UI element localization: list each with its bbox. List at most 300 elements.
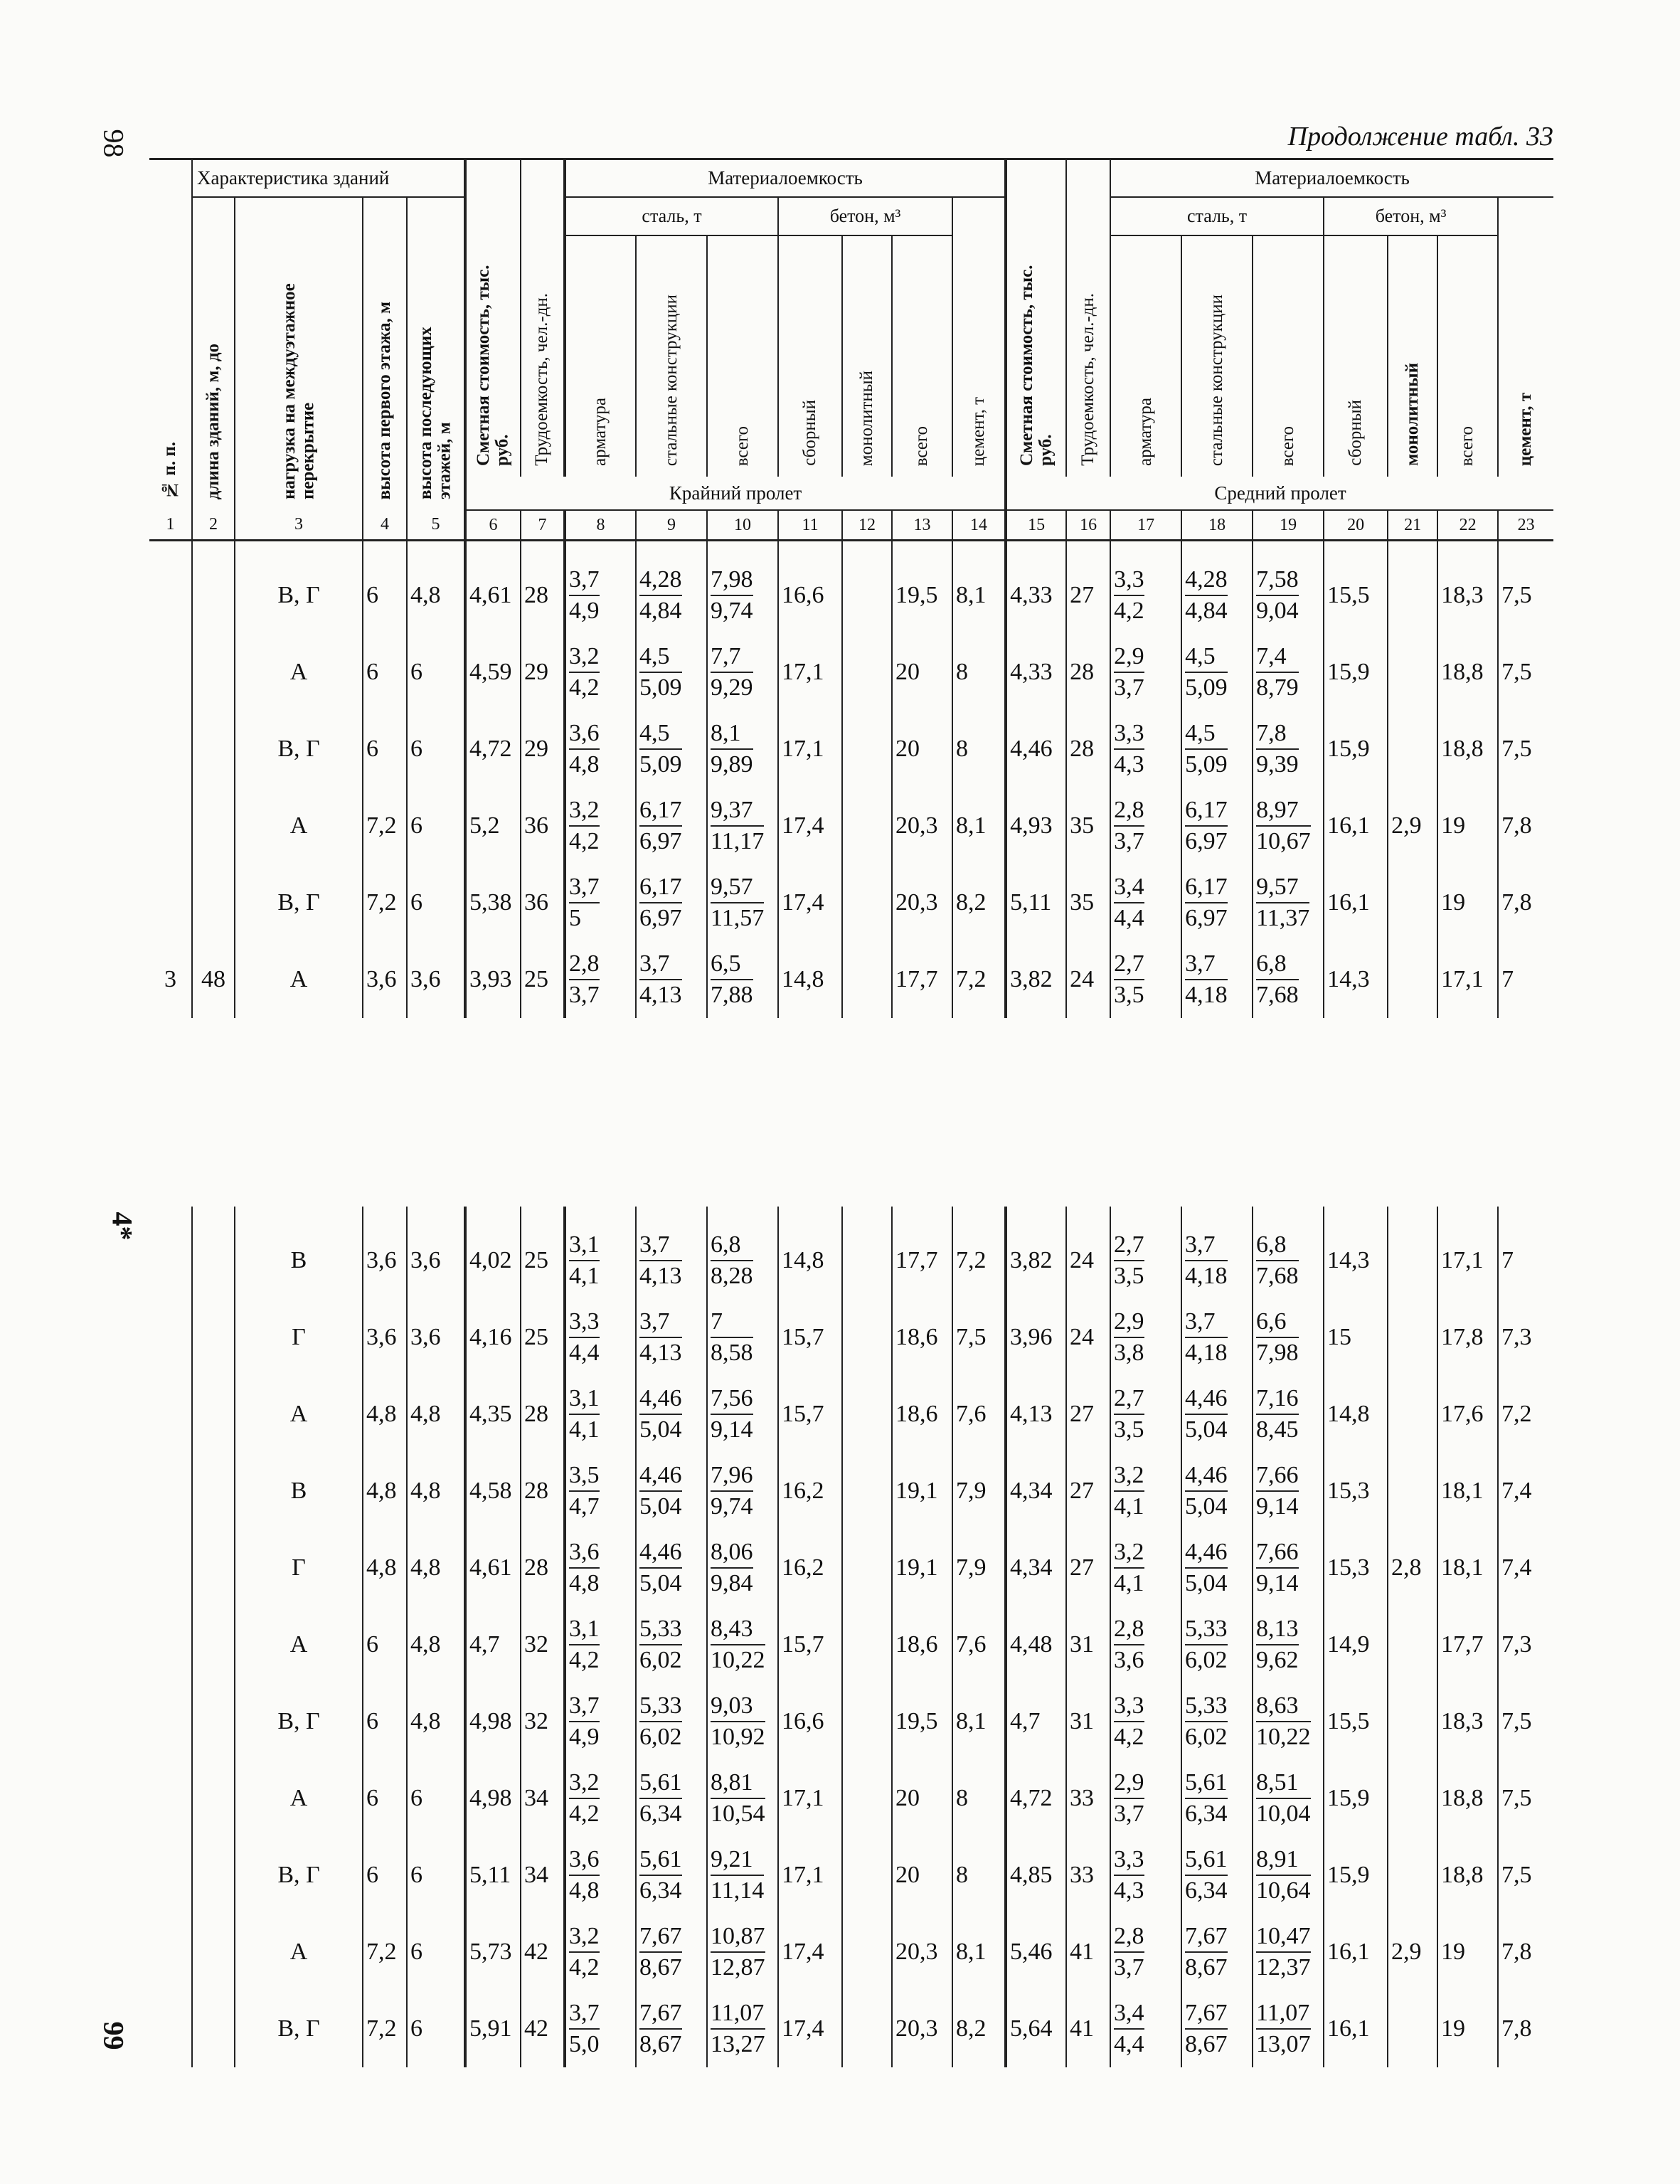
column-number: 11 bbox=[778, 510, 842, 541]
fraction-value bbox=[711, 1308, 753, 1367]
cell-prec: 17,1 bbox=[778, 1837, 842, 1914]
numerator: 3,7 bbox=[1185, 1231, 1228, 1261]
cell-cem2: 7,5 bbox=[1498, 1760, 1553, 1837]
cell-tot2 bbox=[1253, 634, 1324, 711]
cell-labor: 34 bbox=[521, 1837, 565, 1914]
cell-cem2: 7,8 bbox=[1498, 864, 1553, 941]
fraction-value bbox=[639, 1462, 682, 1520]
cell-labor: 36 bbox=[521, 788, 565, 864]
cell-rb bbox=[565, 541, 636, 635]
cell-rb bbox=[565, 634, 636, 711]
denominator: 5,09 bbox=[639, 674, 682, 701]
denominator: 8,58 bbox=[711, 1340, 753, 1366]
cell-prec: 17,1 bbox=[778, 634, 842, 711]
denominator: 9,04 bbox=[1256, 598, 1299, 624]
table-row bbox=[149, 1606, 1553, 1683]
cell-cem: 7,2 bbox=[952, 1207, 1006, 1299]
column-number: 2 bbox=[192, 510, 235, 541]
numerator: 3,4 bbox=[1114, 2000, 1144, 2030]
page-number-top: 98 bbox=[97, 129, 130, 158]
fraction-value bbox=[1185, 2000, 1228, 2058]
fraction-value bbox=[1114, 1769, 1144, 1828]
cell-mono2 bbox=[1388, 1376, 1437, 1453]
cell-prec: 15,7 bbox=[778, 1606, 842, 1683]
numerator: 7,56 bbox=[711, 1385, 753, 1415]
fraction-value bbox=[569, 1846, 600, 1904]
cell-ctot: 18,6 bbox=[892, 1299, 952, 1376]
cell-h1: 4,8 bbox=[363, 1530, 407, 1606]
cell-mono2 bbox=[1388, 1453, 1437, 1530]
cell-n bbox=[149, 1683, 192, 1760]
denominator: 6,02 bbox=[1185, 1647, 1228, 1673]
cell-labor2: 35 bbox=[1066, 864, 1110, 941]
denominator: 6,34 bbox=[1185, 1801, 1228, 1827]
cell-h1: 3,6 bbox=[363, 1299, 407, 1376]
cell-rb bbox=[565, 1530, 636, 1606]
numerator: 3,3 bbox=[1114, 566, 1144, 596]
fraction-value bbox=[1114, 1462, 1144, 1520]
cell-st2 bbox=[1181, 1760, 1253, 1837]
fraction-value bbox=[1256, 1923, 1311, 1981]
fraction-value bbox=[569, 1539, 600, 1597]
cell-st2 bbox=[1181, 1914, 1253, 1990]
numerator: 3,6 bbox=[569, 1539, 600, 1569]
cell-cem: 8 bbox=[952, 1760, 1006, 1837]
fraction-value bbox=[1114, 1231, 1144, 1290]
cell-n bbox=[149, 1299, 192, 1376]
cell-cem: 7,6 bbox=[952, 1606, 1006, 1683]
cell-cost2: 4,34 bbox=[1006, 1530, 1066, 1606]
cell-h2: 4,8 bbox=[407, 541, 465, 635]
denominator: 3,6 bbox=[1114, 1647, 1144, 1673]
fraction-value bbox=[1185, 1308, 1228, 1367]
cell-prec2: 14,8 bbox=[1324, 1376, 1388, 1453]
numerator: 4,5 bbox=[639, 720, 682, 750]
fraction-value bbox=[639, 1769, 682, 1828]
denominator: 9,39 bbox=[1256, 751, 1299, 778]
fraction-value bbox=[1185, 1616, 1228, 1674]
column-number: 7 bbox=[521, 510, 565, 541]
numerator: 3,3 bbox=[1114, 720, 1144, 750]
denominator: 4,84 bbox=[639, 598, 682, 624]
numerator: 2,7 bbox=[1114, 1231, 1144, 1261]
column-number: 13 bbox=[892, 510, 952, 541]
cell-cem: 8,2 bbox=[952, 1990, 1006, 2067]
cell-st2 bbox=[1181, 1453, 1253, 1530]
col-monolith2-header: монолитный bbox=[1388, 235, 1437, 477]
cell-tot bbox=[707, 1207, 778, 1299]
cell-cem2: 7,8 bbox=[1498, 788, 1553, 864]
denominator: 8,67 bbox=[639, 2031, 682, 2057]
col-total-header: всего bbox=[707, 235, 778, 477]
denominator: 4,8 bbox=[569, 1877, 600, 1904]
fraction-value bbox=[639, 1385, 682, 1443]
cell-n bbox=[149, 1760, 192, 1837]
table-row bbox=[149, 1990, 1553, 2067]
numerator: 6,8 bbox=[1256, 950, 1299, 980]
cell-rb2 bbox=[1110, 788, 1181, 864]
cell-st bbox=[636, 1914, 707, 1990]
fraction-value bbox=[1114, 1385, 1144, 1443]
cell-cost: 5,2 bbox=[465, 788, 521, 864]
fraction-value bbox=[639, 720, 682, 778]
cell-st2 bbox=[1181, 1990, 1253, 2067]
fraction-value bbox=[711, 1923, 765, 1981]
numerator: 6,5 bbox=[711, 950, 753, 980]
cell-cem2: 7,5 bbox=[1498, 711, 1553, 788]
numerator: 4,5 bbox=[1185, 720, 1228, 750]
numerator: 6,17 bbox=[639, 797, 682, 827]
cell-h2: 3,6 bbox=[407, 941, 465, 1018]
denominator: 7,98 bbox=[1256, 1340, 1299, 1366]
cell-mono bbox=[842, 634, 892, 711]
fraction-value bbox=[639, 566, 682, 625]
cell-ctot2: 19 bbox=[1437, 1990, 1498, 2067]
cell-cem2: 7,8 bbox=[1498, 1914, 1553, 1990]
table-row bbox=[149, 1299, 1553, 1376]
denominator: 8,45 bbox=[1256, 1416, 1299, 1443]
fraction-value bbox=[1256, 874, 1309, 932]
col-steelstruct2-header: стальные конструкции bbox=[1181, 235, 1253, 477]
cell-rb bbox=[565, 1914, 636, 1990]
cell-ctot: 18,6 bbox=[892, 1606, 952, 1683]
cell-rb2 bbox=[1110, 1683, 1181, 1760]
cell-len bbox=[192, 1990, 235, 2067]
fraction-value bbox=[1185, 950, 1228, 1009]
fraction-value bbox=[639, 643, 682, 701]
concrete-header-right: бетон, м³ bbox=[1324, 197, 1498, 235]
cell-cost2: 4,33 bbox=[1006, 541, 1066, 635]
numerator: 10,87 bbox=[711, 1923, 765, 1953]
cell-load: В bbox=[235, 1207, 363, 1299]
cell-cost2: 4,46 bbox=[1006, 711, 1066, 788]
cell-prec2: 16,1 bbox=[1324, 864, 1388, 941]
cell-cem: 8 bbox=[952, 711, 1006, 788]
numerator: 3,6 bbox=[569, 720, 600, 750]
numerator: 3,1 bbox=[569, 1616, 600, 1645]
denominator: 4,2 bbox=[569, 674, 600, 701]
fraction-value bbox=[711, 643, 753, 701]
fraction-value bbox=[1256, 1616, 1299, 1674]
fraction-value bbox=[1256, 1308, 1299, 1367]
cell-rb bbox=[565, 1990, 636, 2067]
cell-ctot2: 19 bbox=[1437, 1914, 1498, 1990]
cell-h2: 6 bbox=[407, 788, 465, 864]
fraction-value bbox=[1256, 566, 1299, 625]
cell-h1: 6 bbox=[363, 1837, 407, 1914]
cell-n bbox=[149, 711, 192, 788]
cell-tot bbox=[707, 1606, 778, 1683]
cell-prec: 16,2 bbox=[778, 1453, 842, 1530]
fraction-value bbox=[569, 1308, 600, 1367]
cell-st bbox=[636, 711, 707, 788]
numerator: 3,2 bbox=[569, 1923, 600, 1953]
cell-tot bbox=[707, 864, 778, 941]
cell-len bbox=[192, 788, 235, 864]
cell-cem2: 7,3 bbox=[1498, 1299, 1553, 1376]
numerator: 8,06 bbox=[711, 1539, 753, 1569]
data-table-bottom bbox=[149, 1207, 1553, 2067]
cell-cem2: 7,4 bbox=[1498, 1453, 1553, 1530]
numerator: 3,5 bbox=[569, 1462, 600, 1492]
fraction-value bbox=[1185, 1385, 1228, 1443]
cell-prec2: 15 bbox=[1324, 1299, 1388, 1376]
cell-st bbox=[636, 864, 707, 941]
cell-st bbox=[636, 788, 707, 864]
denominator: 4,7 bbox=[569, 1493, 600, 1520]
numerator: 7,16 bbox=[1256, 1385, 1299, 1415]
cell-tot bbox=[707, 1530, 778, 1606]
numerator: 7,98 bbox=[711, 566, 753, 596]
cell-len bbox=[192, 711, 235, 788]
cell-prec2: 15,3 bbox=[1324, 1453, 1388, 1530]
denominator: 8,67 bbox=[1185, 1954, 1228, 1981]
cell-st2 bbox=[1181, 1207, 1253, 1299]
cell-load: В bbox=[235, 1453, 363, 1530]
cell-tot bbox=[707, 634, 778, 711]
denominator: 4,8 bbox=[569, 751, 600, 778]
cell-cost2: 5,64 bbox=[1006, 1990, 1066, 2067]
cell-cem2: 7,4 bbox=[1498, 1530, 1553, 1606]
table-row bbox=[149, 1453, 1553, 1530]
col-precast-header: сборный bbox=[778, 235, 842, 477]
cell-rb bbox=[565, 788, 636, 864]
numerator: 8,13 bbox=[1256, 1616, 1299, 1645]
cell-mono bbox=[842, 1376, 892, 1453]
denominator: 4,18 bbox=[1185, 1263, 1228, 1289]
cell-n bbox=[149, 788, 192, 864]
cell-cem: 7,9 bbox=[952, 1453, 1006, 1530]
numerator: 3,7 bbox=[639, 1231, 682, 1261]
fraction-value bbox=[1114, 1923, 1144, 1981]
cell-load: В, Г bbox=[235, 711, 363, 788]
cell-load: В, Г bbox=[235, 1990, 363, 2067]
col-ctotal2-header: всего bbox=[1437, 235, 1498, 477]
cell-cost: 5,38 bbox=[465, 864, 521, 941]
numerator: 4,46 bbox=[1185, 1462, 1228, 1492]
cell-tot2 bbox=[1253, 1376, 1324, 1453]
numerator: 3,7 bbox=[639, 950, 682, 980]
cell-len bbox=[192, 1760, 235, 1837]
denominator: 11,37 bbox=[1256, 905, 1310, 931]
col-monolith-header: монолитный bbox=[842, 235, 892, 477]
fraction-value bbox=[639, 1846, 682, 1904]
column-number: 6 bbox=[465, 510, 521, 541]
cell-cem: 7,5 bbox=[952, 1299, 1006, 1376]
cell-cost: 4,02 bbox=[465, 1207, 521, 1299]
denominator: 3,7 bbox=[1114, 1954, 1144, 1981]
denominator: 5,09 bbox=[1185, 751, 1228, 778]
cell-cost: 3,93 bbox=[465, 941, 521, 1018]
cell-n bbox=[149, 1207, 192, 1299]
numerator: 3,3 bbox=[1114, 1846, 1144, 1876]
denominator: 6,97 bbox=[1185, 828, 1228, 854]
fraction-value bbox=[711, 1692, 765, 1751]
cell-prec: 16,6 bbox=[778, 1683, 842, 1760]
cell-mono2 bbox=[1388, 1299, 1437, 1376]
denominator: 4,2 bbox=[569, 828, 600, 854]
column-number: 9 bbox=[636, 510, 707, 541]
column-number-row bbox=[149, 510, 1553, 541]
denominator: 10,54 bbox=[711, 1801, 765, 1827]
cell-labor: 25 bbox=[521, 1299, 565, 1376]
cell-labor: 25 bbox=[521, 941, 565, 1018]
cell-rb2 bbox=[1110, 711, 1181, 788]
cell-cost: 4,35 bbox=[465, 1376, 521, 1453]
cell-st bbox=[636, 1683, 707, 1760]
numerator: 8,43 bbox=[711, 1616, 765, 1645]
fraction-value bbox=[639, 2000, 682, 2058]
denominator: 9,84 bbox=[711, 1570, 753, 1596]
cell-n bbox=[149, 1990, 192, 2067]
fraction-value bbox=[1114, 566, 1144, 625]
cell-mono bbox=[842, 1606, 892, 1683]
cell-mono bbox=[842, 541, 892, 635]
fraction-value bbox=[711, 797, 764, 855]
cell-rb2 bbox=[1110, 1990, 1181, 2067]
column-number: 23 bbox=[1498, 510, 1553, 541]
numerator: 3,6 bbox=[569, 1846, 600, 1876]
table-row bbox=[149, 864, 1553, 941]
table-caption: Продолжение табл. 33 bbox=[1287, 122, 1553, 152]
fraction-value bbox=[1114, 950, 1144, 1009]
cell-n bbox=[149, 1453, 192, 1530]
cell-load: Г bbox=[235, 1530, 363, 1606]
cell-ctot2: 19 bbox=[1437, 864, 1498, 941]
cell-tot2 bbox=[1253, 864, 1324, 941]
table-row bbox=[149, 1837, 1553, 1914]
cell-n bbox=[149, 864, 192, 941]
col-h1-header: высота первого этажа, м bbox=[363, 197, 407, 510]
fraction-value bbox=[569, 950, 600, 1009]
numerator: 9,57 bbox=[711, 874, 764, 903]
denominator: 5,04 bbox=[639, 1416, 682, 1443]
cell-rb2 bbox=[1110, 864, 1181, 941]
cell-st2 bbox=[1181, 1606, 1253, 1683]
data-table-top bbox=[149, 159, 1553, 1018]
cell-labor2: 33 bbox=[1066, 1760, 1110, 1837]
cell-tot bbox=[707, 1990, 778, 2067]
col-labor-header: Трудоемкость, чел.-дн. bbox=[521, 159, 565, 477]
cell-prec: 17,4 bbox=[778, 1990, 842, 2067]
cell-cost: 4,58 bbox=[465, 1453, 521, 1530]
numerator: 7,67 bbox=[1185, 1923, 1228, 1953]
cell-rb bbox=[565, 1760, 636, 1837]
cell-ctot: 20 bbox=[892, 1760, 952, 1837]
cell-labor: 42 bbox=[521, 1914, 565, 1990]
cell-mono bbox=[842, 1914, 892, 1990]
cell-tot bbox=[707, 788, 778, 864]
denominator: 4,2 bbox=[569, 1954, 600, 1981]
denominator: 9,89 bbox=[711, 751, 753, 778]
cell-st bbox=[636, 634, 707, 711]
column-number: 20 bbox=[1324, 510, 1388, 541]
cell-labor2: 24 bbox=[1066, 1299, 1110, 1376]
table-row bbox=[149, 788, 1553, 864]
denominator: 3,7 bbox=[569, 982, 600, 1008]
fraction-value bbox=[569, 1923, 600, 1981]
cell-tot2 bbox=[1253, 711, 1324, 788]
fraction-value bbox=[569, 2000, 600, 2058]
cell-st2 bbox=[1181, 634, 1253, 711]
cell-cem: 7,2 bbox=[952, 941, 1006, 1018]
cell-cost2: 4,33 bbox=[1006, 634, 1066, 711]
numerator: 5,61 bbox=[1185, 1846, 1228, 1876]
numerator: 5,33 bbox=[1185, 1616, 1228, 1645]
cell-tot bbox=[707, 1760, 778, 1837]
cell-ctot: 19,5 bbox=[892, 1683, 952, 1760]
cell-ctot: 19,1 bbox=[892, 1453, 952, 1530]
numerator: 7,7 bbox=[711, 643, 753, 673]
cell-prec: 16,6 bbox=[778, 541, 842, 635]
cell-prec2: 14,9 bbox=[1324, 1606, 1388, 1683]
numerator: 9,57 bbox=[1256, 874, 1309, 903]
fraction-value bbox=[1256, 797, 1311, 855]
numerator: 5,33 bbox=[639, 1692, 682, 1722]
cell-ctot: 20,3 bbox=[892, 788, 952, 864]
denominator: 9,62 bbox=[1256, 1647, 1299, 1673]
column-number: 14 bbox=[952, 510, 1006, 541]
cell-labor: 28 bbox=[521, 1530, 565, 1606]
table-row bbox=[149, 1530, 1553, 1606]
cell-tot2 bbox=[1253, 1837, 1324, 1914]
cell-rb2 bbox=[1110, 1207, 1181, 1299]
col-rebar-header: арматура bbox=[565, 235, 636, 477]
denominator: 4,1 bbox=[1114, 1570, 1144, 1596]
cell-cem2: 7,3 bbox=[1498, 1606, 1553, 1683]
cell-labor2: 35 bbox=[1066, 788, 1110, 864]
cell-ctot2: 18,8 bbox=[1437, 634, 1498, 711]
cell-st2 bbox=[1181, 864, 1253, 941]
cell-mono bbox=[842, 788, 892, 864]
cell-cost2: 3,96 bbox=[1006, 1299, 1066, 1376]
col-load-header: нагрузка на междуэтажное перекрытие bbox=[235, 197, 363, 510]
col-steelstruct-header: стальные конструкции bbox=[636, 235, 707, 477]
fraction-value bbox=[711, 1846, 764, 1904]
fraction-value bbox=[1185, 1923, 1228, 1981]
fraction-value bbox=[1114, 1616, 1144, 1674]
cell-cost: 5,73 bbox=[465, 1914, 521, 1990]
cell-mono2: 2,9 bbox=[1388, 1914, 1437, 1990]
cell-rb2 bbox=[1110, 1299, 1181, 1376]
denominator: 10,22 bbox=[711, 1647, 765, 1673]
cell-cost: 4,7 bbox=[465, 1606, 521, 1683]
denominator: 9,14 bbox=[711, 1416, 753, 1443]
numerator: 8,51 bbox=[1256, 1769, 1311, 1799]
table-row bbox=[149, 1376, 1553, 1453]
table-row bbox=[149, 1207, 1553, 1299]
cell-mono2 bbox=[1388, 541, 1437, 635]
numerator: 6,17 bbox=[1185, 874, 1228, 903]
cell-h1: 7,2 bbox=[363, 1914, 407, 1990]
numerator: 2,9 bbox=[1114, 1769, 1144, 1799]
numerator: 3,7 bbox=[569, 2000, 600, 2030]
cell-st bbox=[636, 1990, 707, 2067]
denominator: 4,84 bbox=[1185, 598, 1228, 624]
cell-st bbox=[636, 1837, 707, 1914]
cell-mono bbox=[842, 1453, 892, 1530]
cell-cost: 4,61 bbox=[465, 541, 521, 635]
denominator: 6,02 bbox=[639, 1724, 682, 1750]
fraction-value bbox=[1185, 1846, 1228, 1904]
cell-labor2: 24 bbox=[1066, 941, 1110, 1018]
denominator: 4,9 bbox=[569, 1724, 600, 1750]
denominator: 5,09 bbox=[639, 751, 682, 778]
numerator: 3,7 bbox=[569, 1692, 600, 1722]
cell-rb2 bbox=[1110, 541, 1181, 635]
cell-st2 bbox=[1181, 1299, 1253, 1376]
numerator: 7,67 bbox=[639, 2000, 682, 2030]
